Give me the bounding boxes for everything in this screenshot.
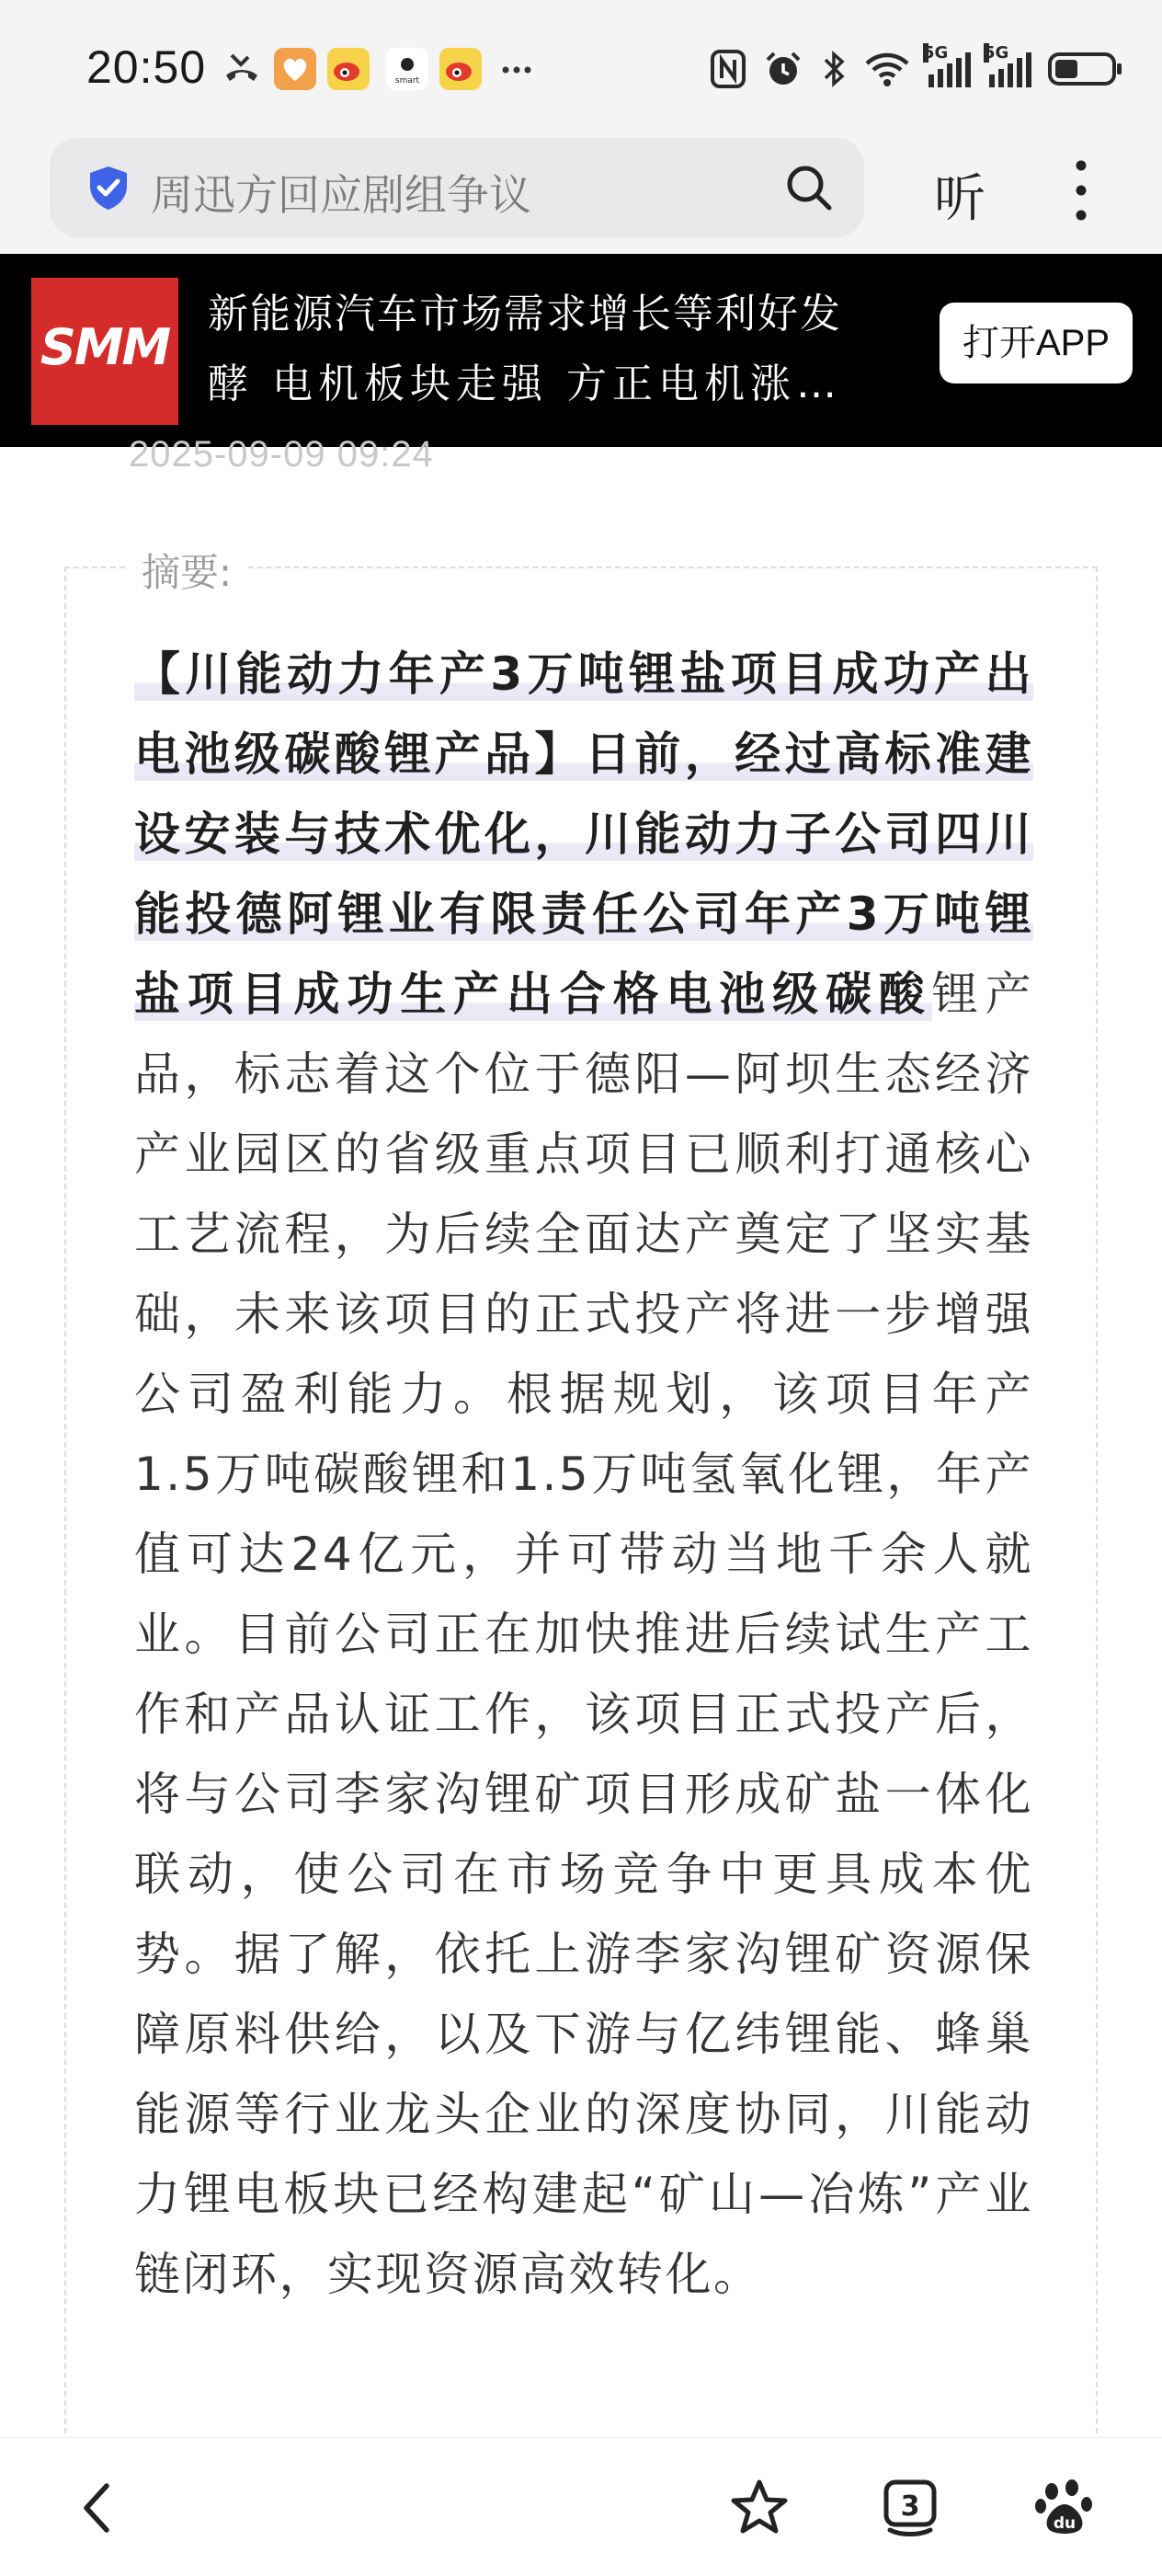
open-app-button[interactable]: 打开APP bbox=[940, 303, 1133, 384]
status-bar bbox=[0, 0, 1162, 138]
bluetooth-icon bbox=[820, 49, 848, 89]
status-right-icons bbox=[710, 43, 1116, 92]
smart-app-icon bbox=[386, 48, 428, 90]
back-icon[interactable] bbox=[66, 2475, 132, 2541]
more-dots-icon bbox=[496, 48, 539, 90]
tab-count: 3 bbox=[900, 2490, 920, 2523]
nfc-icon bbox=[710, 49, 746, 89]
banner-title-line2: 酵 电机板块走强 方正电机涨… bbox=[208, 361, 842, 407]
alarm-icon bbox=[763, 49, 803, 89]
signal-5g-icon: 5G bbox=[927, 51, 971, 87]
weibo-icon bbox=[327, 48, 370, 90]
baidu-paw-icon[interactable] bbox=[1031, 2475, 1098, 2541]
summary-label: 摘要: bbox=[125, 543, 248, 598]
search-row bbox=[0, 138, 1162, 254]
listen-button[interactable]: 听 bbox=[934, 169, 985, 229]
search-icon[interactable] bbox=[783, 162, 835, 213]
article-body bbox=[134, 635, 1033, 2315]
search-bar[interactable] bbox=[50, 138, 864, 237]
tabs-icon[interactable] bbox=[877, 2475, 943, 2541]
article-date: 2025-09-09 09:24 bbox=[129, 434, 434, 475]
article-text: 锂产品，标志着这个位于德阳—阿坝生态经济产业园区的省级重点项目已顺利打通核心工艺流程，为后续全面达产奠定了坚实基础，未来该项目的正式投产将进一步增强公司盈利能力。根据规划，该项目年产1.5万吨碳酸锂和1.5万吨氢氧化锂，年产值可达24亿元，并可带动当地千余人就业。目前公司正在加快推进后续试生产工作和产品认证工作，该项目正式投产后，将与公司李家沟锂矿项目形成矿盐一体化联动，使公司在市场竞争中更具成本优势。据了解，依托上游李家沟锂矿资源保障原料供给，以及下游与亿纬锂能、蜂巢能源等行业龙头企业的深度协同，川能动力锂电板块已经构建起“矿山—冶炼”产业链闭环，实现资源高效转化。 bbox=[134, 967, 1033, 2301]
app-promo-banner[interactable] bbox=[0, 254, 1162, 447]
missed-call-icon bbox=[221, 48, 263, 90]
banner-title[interactable] bbox=[208, 280, 888, 419]
banner-title-line1: 新能源汽车市场需求增长等利好发 bbox=[208, 291, 842, 338]
signal-5g-icon: 5G bbox=[987, 51, 1031, 87]
shield-icon bbox=[85, 164, 132, 212]
baidu-label: du bbox=[1053, 2514, 1077, 2533]
search-input[interactable]: 周迅方回应剧组争议 bbox=[151, 170, 531, 220]
svg-text:smart: smart bbox=[394, 76, 420, 86]
heart-app-icon bbox=[274, 48, 316, 90]
article-highlight: 【川能动力年产3万吨锂盐项目成功产出电池级碳酸锂产品】日前，经过高标准建设安装与技术优化，川能动力子公司四川能投德阿锂业有限责任公司年产3万吨锂盐项目成功生产出合格电池级碳酸 bbox=[134, 647, 1033, 1021]
more-menu-icon[interactable] bbox=[1072, 158, 1090, 223]
bottom-nav bbox=[0, 2437, 1162, 2576]
smm-logo bbox=[31, 278, 178, 425]
wifi-icon bbox=[864, 49, 910, 89]
logo-text: SMM bbox=[40, 318, 170, 376]
weibo-icon bbox=[439, 48, 482, 90]
battery-icon bbox=[1048, 52, 1116, 86]
status-time: 20:50 bbox=[86, 41, 207, 93]
star-icon[interactable] bbox=[726, 2475, 792, 2541]
